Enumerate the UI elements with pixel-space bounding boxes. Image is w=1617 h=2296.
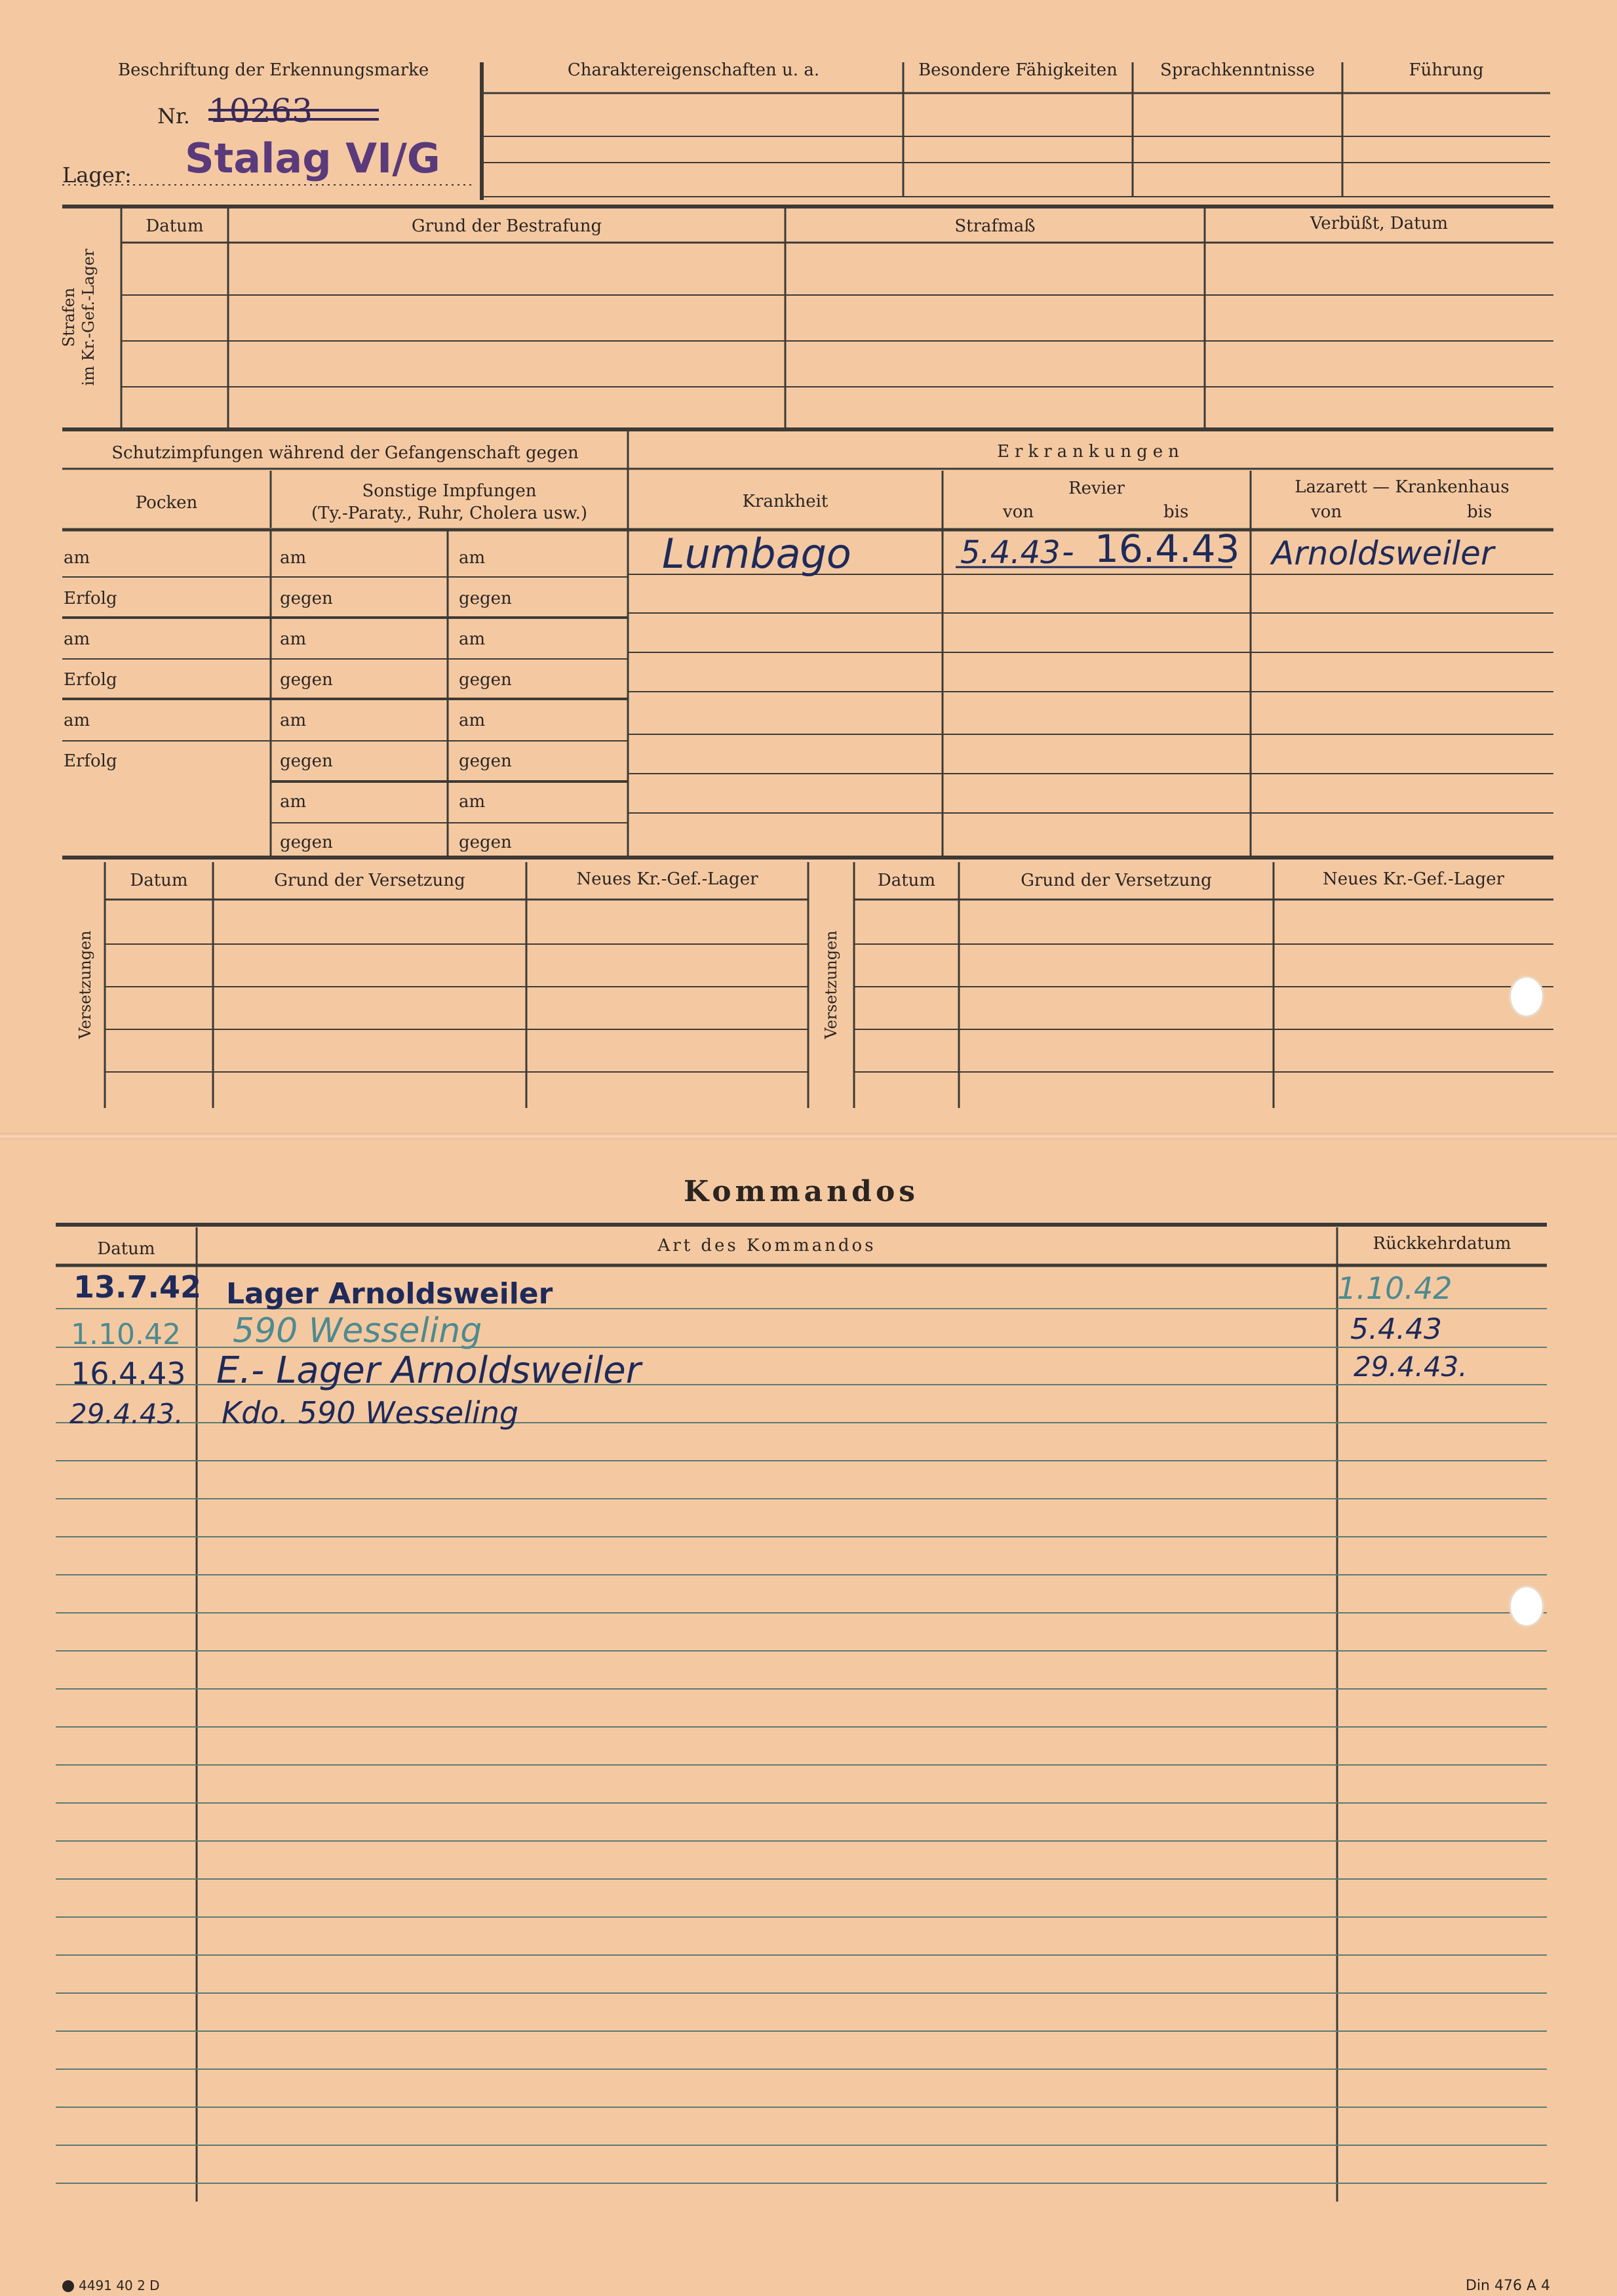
pocken-header: Pocken bbox=[135, 493, 198, 513]
fuehrung-label: Führung bbox=[1409, 60, 1484, 80]
sonstige-gegen-4b: gegen bbox=[459, 833, 512, 852]
nr-label: Nr. bbox=[157, 104, 190, 129]
revier-von-header: von bbox=[1003, 502, 1034, 522]
entry-krankheit: Lumbago bbox=[662, 530, 851, 578]
faehig-label: Besondere Fähigkeiten bbox=[918, 60, 1118, 80]
kommando-row-2-datum: 1.10.42 bbox=[71, 1318, 181, 1351]
vers-datum-header-left: Datum bbox=[130, 871, 188, 890]
sprach-label: Sprachkenntnisse bbox=[1160, 60, 1315, 80]
sonstige-gegen-1b: gegen bbox=[459, 589, 512, 608]
kommandos-datum-header: Datum bbox=[97, 1239, 155, 1259]
entry-revier-bis: 16.4.43 bbox=[1095, 526, 1240, 571]
strafen-strafmass-header: Strafmaß bbox=[954, 216, 1036, 236]
lazarett-bis-header: bis bbox=[1467, 502, 1492, 522]
krankheit-header: Krankheit bbox=[742, 492, 828, 511]
sonstige-am-1b: am bbox=[459, 548, 486, 568]
punch-hole bbox=[1509, 976, 1544, 1018]
versetzungen-side-label-right: Versetzungen bbox=[822, 930, 840, 1039]
kommando-row-3-rueck: 29.4.43. bbox=[1354, 1351, 1468, 1383]
strafen-side-label-2: im Kr.-Gef.-Lager bbox=[79, 248, 98, 386]
footer-left: 4491 40 2 D bbox=[79, 2278, 160, 2293]
sonstige-am-1a: am bbox=[280, 548, 307, 568]
vers-datum-header-right: Datum bbox=[877, 871, 936, 890]
kommando-row-3-datum: 16.4.43 bbox=[71, 1356, 186, 1391]
sonstige-gegen-2a: gegen bbox=[280, 670, 333, 690]
sonstige-gegen-3b: gegen bbox=[459, 751, 512, 771]
revier-bis-header: bis bbox=[1163, 502, 1189, 522]
pocken-erfolg-1: Erfolg bbox=[64, 589, 117, 608]
lager-label: Lager: bbox=[62, 163, 132, 188]
lazarett-header: Lazarett — Krankenhaus bbox=[1295, 477, 1510, 497]
kommando-row-2-rueck: 5.4.43 bbox=[1350, 1313, 1442, 1346]
sonstige-am-3b: am bbox=[459, 711, 486, 730]
strafen-grund-header: Grund der Bestrafung bbox=[411, 216, 602, 236]
fold-line bbox=[0, 1133, 1617, 1139]
pocken-am-1: am bbox=[64, 548, 90, 568]
erkrankungen-title: Erkrankungen bbox=[997, 442, 1184, 462]
kommando-row-2-art: 590 Wesseling bbox=[233, 1311, 482, 1351]
strafen-verbuesst-header: Verbüßt, Datum bbox=[1310, 214, 1449, 233]
sonstige-am-2a: am bbox=[280, 629, 307, 649]
vers-neues-header-left: Neues Kr.-Gef.-Lager bbox=[576, 869, 758, 889]
sonstige-gegen-4a: gegen bbox=[280, 833, 333, 852]
entry-revier-dash: - bbox=[1062, 532, 1074, 572]
kommando-row-4-art: Kdo. 590 Wesseling bbox=[222, 1395, 519, 1431]
kommando-row-1-rueck: 1.10.42 bbox=[1337, 1271, 1452, 1306]
sonstige-am-4a: am bbox=[280, 792, 307, 812]
sonstige-header-2: (Ty.-Paraty., Ruhr, Cholera usw.) bbox=[311, 504, 588, 523]
pocken-am-2: am bbox=[64, 629, 90, 649]
punch-hole bbox=[1509, 1585, 1544, 1627]
sonstige-am-3a: am bbox=[280, 711, 307, 730]
vers-grund-header-left: Grund der Versetzung bbox=[274, 871, 465, 890]
kommando-row-1-art: Lager Arnoldsweiler bbox=[226, 1277, 553, 1311]
pocken-am-3: am bbox=[64, 711, 90, 730]
kommandos-title: Kommandos bbox=[683, 1175, 920, 1208]
footer-right: Din 476 A 4 bbox=[1466, 2278, 1551, 2294]
impf-title: Schutzimpfungen während der Gefangenschaft gegen bbox=[111, 443, 579, 463]
revier-header: Revier bbox=[1068, 479, 1125, 498]
lager-stamp: Stalag VI/G bbox=[185, 134, 440, 182]
sonstige-gegen-3a: gegen bbox=[280, 751, 333, 771]
sonstige-am-4b: am bbox=[459, 792, 486, 812]
sonstige-gegen-1a: gegen bbox=[280, 589, 333, 608]
nr-value: 10263 bbox=[208, 92, 313, 130]
sonstige-am-2b: am bbox=[459, 629, 486, 649]
versetzungen-side-label-left: Versetzungen bbox=[76, 930, 94, 1039]
entry-lazarett: Arnoldsweiler bbox=[1272, 534, 1494, 572]
sonstige-gegen-2b: gegen bbox=[459, 670, 512, 690]
vers-neues-header-right: Neues Kr.-Gef.-Lager bbox=[1322, 869, 1505, 889]
kommandos-art-header: Art des Kommandos bbox=[657, 1236, 876, 1256]
pocken-erfolg-3: Erfolg bbox=[64, 751, 117, 771]
entry-revier-von: 5.4.43 bbox=[960, 534, 1061, 571]
pocken-erfolg-2: Erfolg bbox=[64, 670, 117, 690]
marke-label: Beschriftung der Erkennungsmarke bbox=[118, 60, 429, 80]
kommando-row-3-art: E.- Lager Arnoldsweiler bbox=[216, 1349, 641, 1392]
kommando-row-1-datum: 13.7.42 bbox=[73, 1269, 201, 1305]
sonstige-header-1: Sonstige Impfungen bbox=[362, 481, 537, 501]
lazarett-von-header: von bbox=[1311, 502, 1342, 522]
vers-grund-header-right: Grund der Versetzung bbox=[1021, 871, 1212, 890]
print-mark-icon bbox=[62, 2280, 74, 2292]
kommandos-rueckkehr-header: Rückkehrdatum bbox=[1373, 1234, 1511, 1254]
kommando-row-4-datum: 29.4.43. bbox=[69, 1398, 184, 1430]
char-label: Charaktereigenschaften u. a. bbox=[567, 60, 820, 80]
strafen-datum-header: Datum bbox=[146, 216, 204, 236]
strafen-side-label-1: Strafen bbox=[60, 287, 78, 347]
